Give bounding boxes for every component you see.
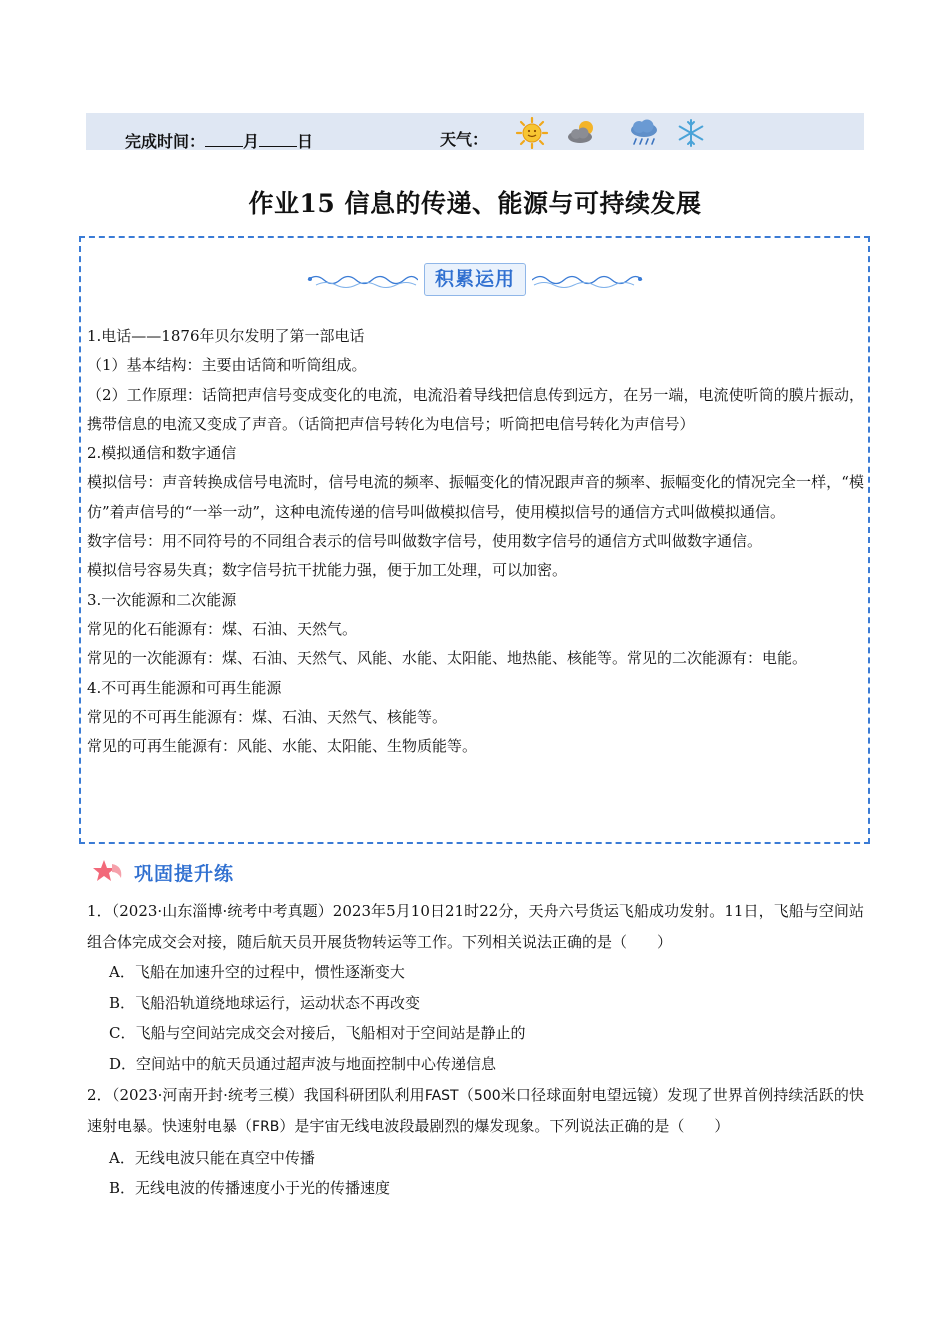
rain-icon[interactable]	[627, 117, 661, 149]
day-label: 日	[297, 132, 314, 151]
stem-text: 2．（2023·河南开封·统考三模）我国科研团队利用	[87, 1085, 425, 1104]
paragraph: 模拟信号容易失真；数字信号抗干扰能力强，便于加工处理，可以加密。	[87, 561, 568, 580]
month-blank[interactable]	[205, 130, 243, 147]
paragraph: 常见的一次能源有：煤、石油、天然气、风能、水能、太阳能、地热能、核能等。常见的二次能源有：电能。	[87, 649, 808, 668]
option-a[interactable]: A．无线电波只能在真空中传播	[109, 1148, 315, 1167]
section-label-consolidation: 巩固提升练	[134, 862, 235, 885]
stem-term: FAST	[424, 1087, 459, 1104]
paragraph: 常见的可再生能源有：风能、水能、太阳能、生物质能等。	[87, 737, 478, 756]
completion-time-label: 完成时间：	[125, 132, 206, 151]
option-d[interactable]: D．空间站中的航天员通过超声波与地面控制中心传递信息	[109, 1054, 497, 1073]
paragraph: 1.电话——1876年贝尔发明了第一部电话	[87, 327, 365, 345]
paragraph: 2.模拟通信和数字通信	[87, 444, 237, 463]
snowflake-icon[interactable]	[674, 117, 708, 149]
stem-text: （	[458, 1085, 474, 1104]
section-heading-consolidation	[92, 858, 234, 886]
paragraph: 模拟信号：声音转换成信号电流时，信号电流的频率、振幅变化的情况跟声音的频率、振幅变化的情况完全一样，“模仿”着声信号的“一举一动”，这种电流传递的信号叫做模拟信号，使用模拟信号的通信方式叫做模拟通信。	[87, 473, 864, 521]
paragraph: （1）基本结构：主要由话筒和听筒组成。	[87, 356, 367, 375]
questions	[87, 896, 864, 1204]
paragraph: （2）工作原理：话筒把声信号变成变化的电流，电流沿着导线把信息传到远方，在另一端，电流使听筒的膜片振动，携带信息的电流又变成了声音。（话筒把声信号转化为电信号；听筒把电信号转化为声信号）	[87, 385, 864, 433]
paragraph: 3.一次能源和二次能源	[87, 590, 237, 609]
stem-number: 500	[473, 1087, 501, 1104]
option-b[interactable]: B．飞船沿轨道绕地球运行，运动状态不再改变	[109, 993, 421, 1012]
question-stem	[87, 1080, 864, 1143]
weather-label: 天气：	[440, 130, 489, 149]
sun-icon[interactable]	[515, 117, 549, 149]
right-wave-ornament	[532, 270, 644, 292]
option-c[interactable]: C．飞船与空间站完成交会对接后，飞船相对于空间站是静止的	[109, 1024, 526, 1043]
question-stem: 1．（2023·山东淄博·统考中考真题）2023年5月10日21时22分，天舟六号货运飞船成功发射。11日，飞船与空间站组合体完成交会对接，随后航天员开展货物转运等工作。下列相关说法正确的是（ ）	[87, 902, 864, 951]
accumulation-content	[87, 322, 864, 761]
stem-term: FRB	[252, 1119, 280, 1136]
page-title: 作业15 信息的传递、能源与可持续发展	[248, 189, 702, 218]
paragraph: 数字信号：用不同符号的不同组合表示的信号叫做数字信号，使用数字信号的通信方式叫做数字通信。	[87, 532, 763, 551]
cloudy-sun-icon[interactable]	[565, 117, 599, 149]
stem-text: 米口径球面射电望远镜）发现了世界首例持续活跃的快速射电暴。快速射电暴（	[87, 1085, 864, 1136]
completion-time-field	[125, 130, 313, 152]
section-badge-accumulation: 积累运用	[424, 263, 526, 296]
day-blank[interactable]	[259, 130, 297, 147]
option-b[interactable]: B．无线电波的传播速度小于光的传播速度	[109, 1179, 391, 1198]
paragraph: 常见的不可再生能源有：煤、石油、天然气、核能等。	[87, 707, 448, 726]
option-a[interactable]: A．飞船在加速升空的过程中，惯性逐渐变大	[109, 963, 405, 982]
paragraph: 4.不可再生能源和可再生能源	[87, 678, 282, 697]
month-label: 月	[243, 132, 260, 151]
left-wave-ornament	[306, 270, 418, 292]
stem-text: ）是宇宙无线电波段最剧烈的爆发现象。下列说法正确的是（ ）	[279, 1117, 730, 1136]
star-icon	[92, 858, 124, 886]
paragraph: 常见的化石能源有：煤、石油、天然气。	[87, 619, 358, 638]
